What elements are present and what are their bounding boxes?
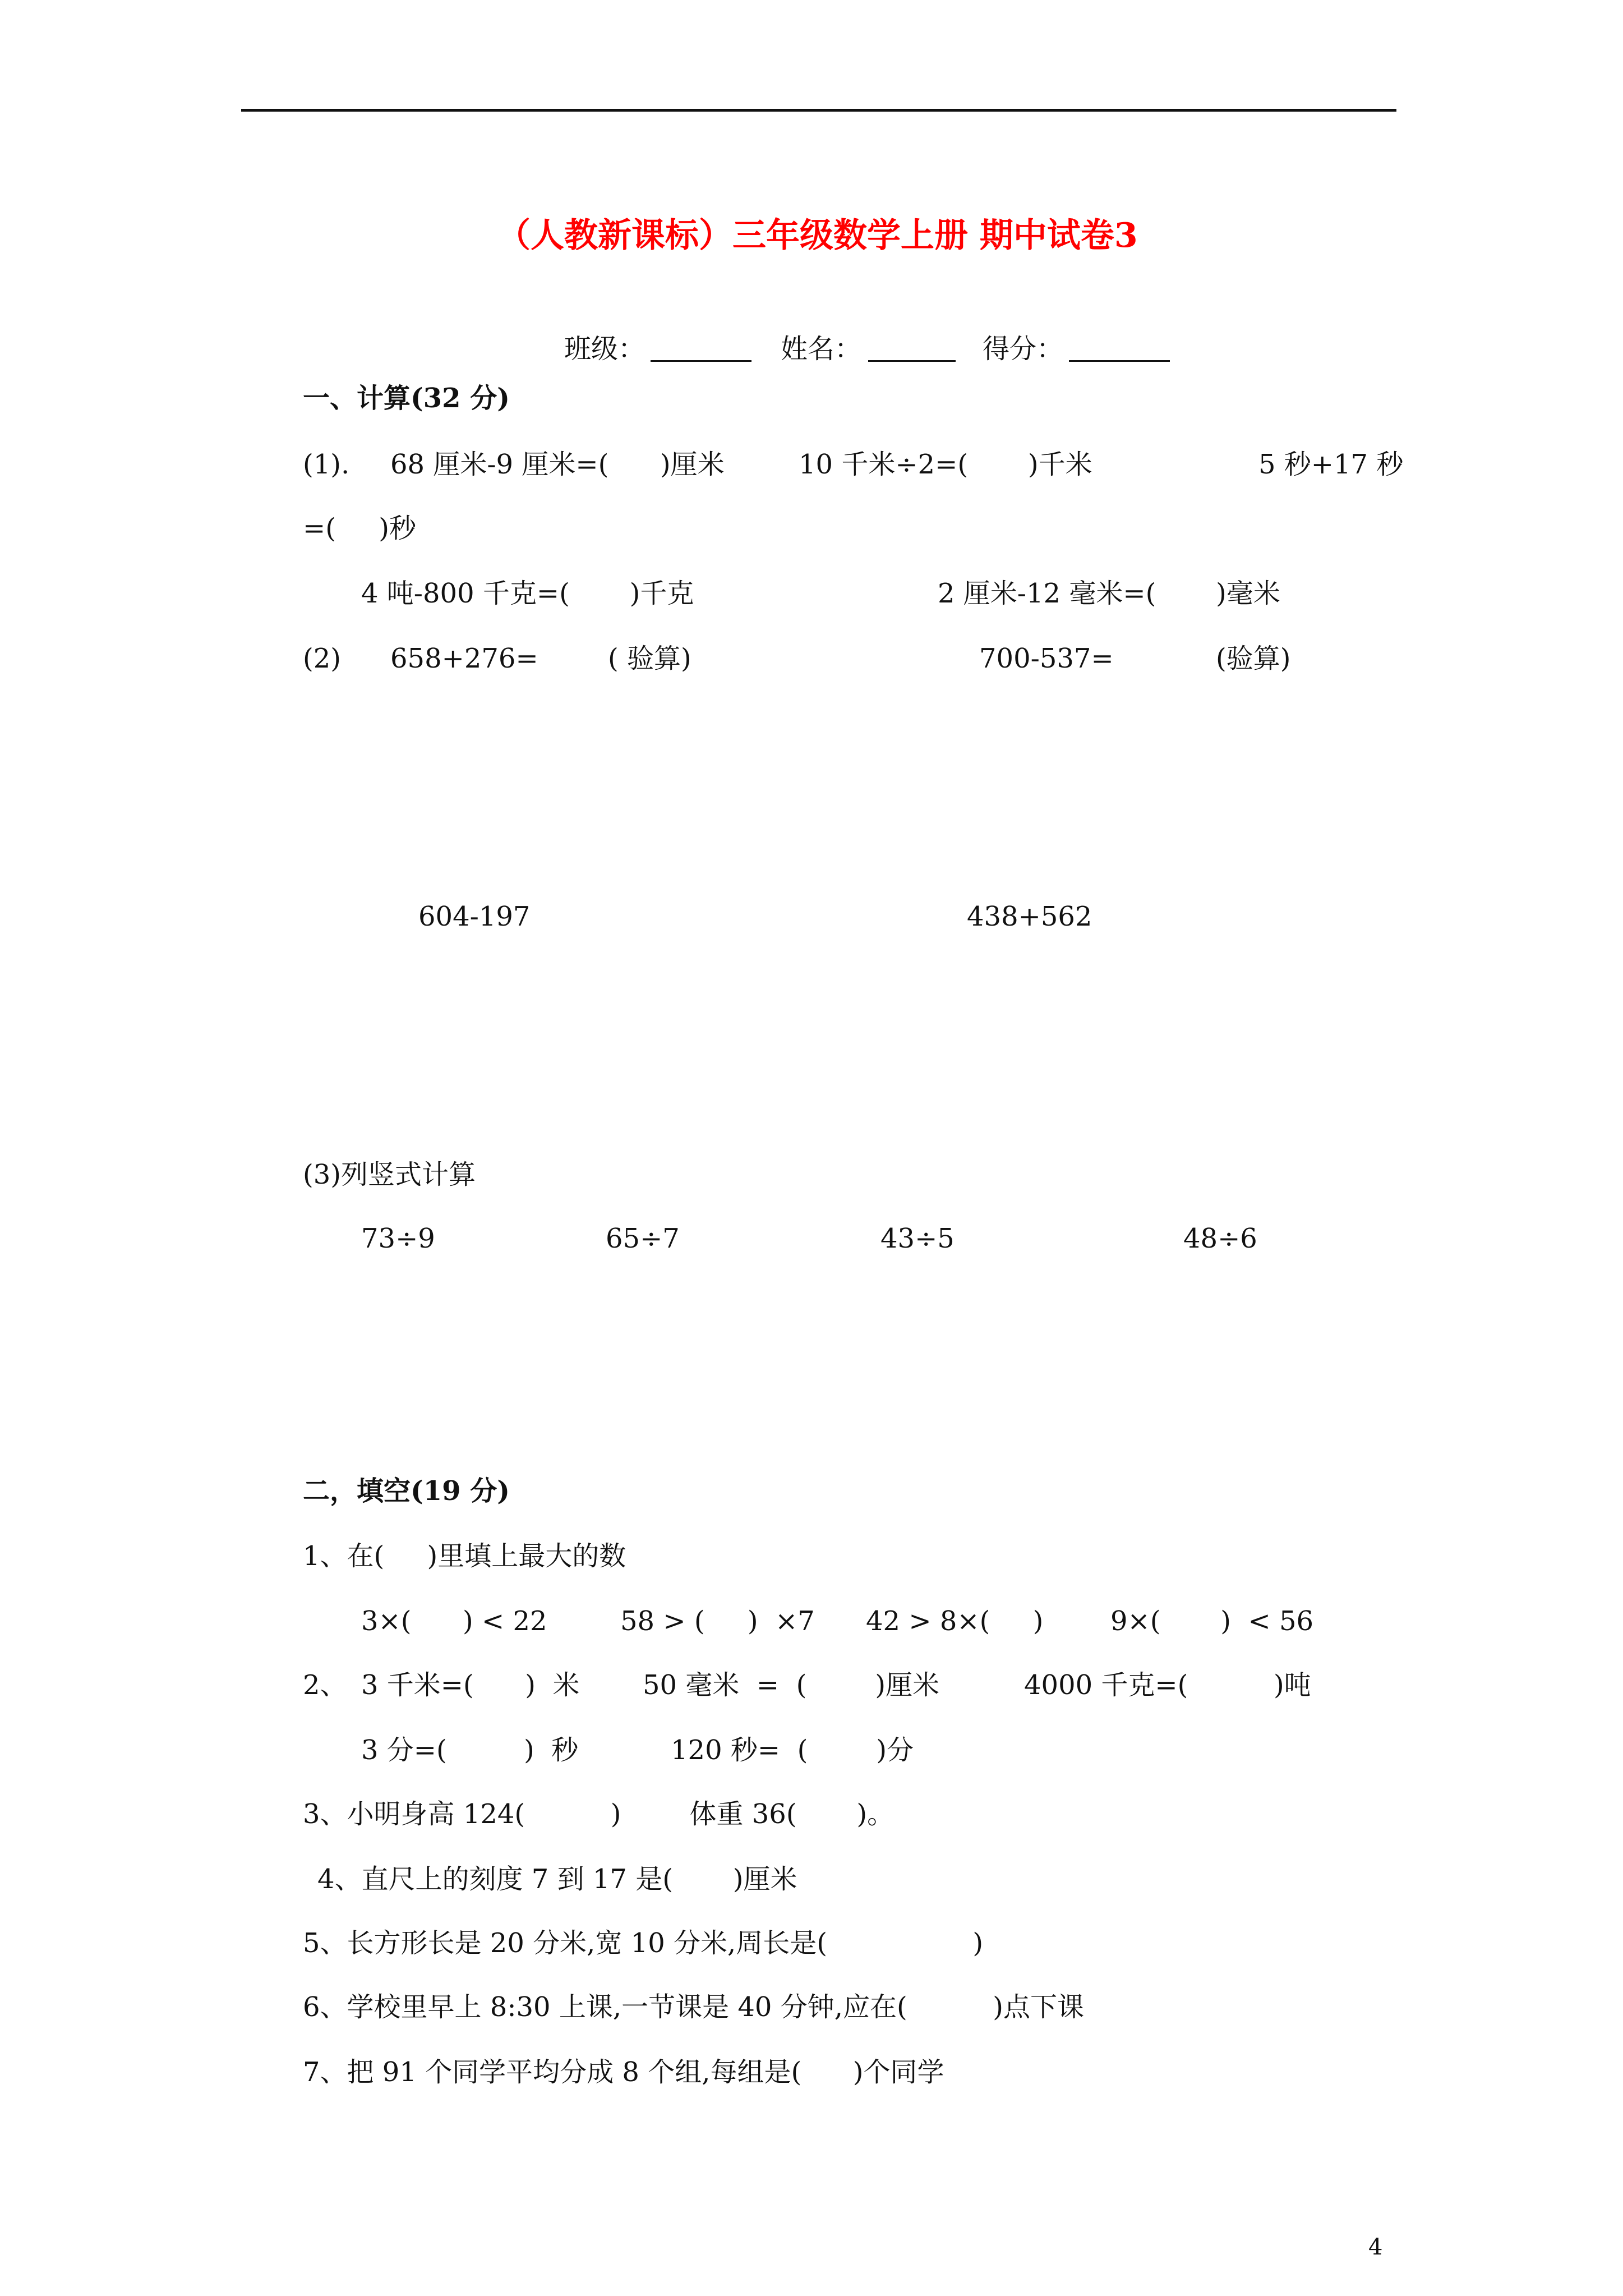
q3-item: 65÷7 [606, 1223, 680, 1254]
fill-q2-row2-item: 120 秒= ( )分 [671, 1734, 914, 1766]
q1-number: (1). [303, 449, 350, 480]
fill-q1: 1、在( )里填上最大的数 [303, 1540, 626, 1572]
q1-item-c-continued: =( )秒 [303, 513, 416, 544]
q2-item-a: 658+276= [390, 643, 538, 674]
fill-q1-item: 42 > 8×( ) [866, 1605, 1044, 1637]
fill-q6: 6、学校里早上 8:30 上课,一节课是 40 分钟,应在( )点下课 [303, 1991, 1084, 2023]
q2-item-a-check: ( 验算) [608, 643, 691, 674]
q1-item-a: 68 厘米-9 厘米=( )厘米 [390, 449, 725, 480]
q3-item: 43÷5 [880, 1223, 955, 1254]
q2-item-b: 700-537= [979, 643, 1114, 674]
q2-item-d: 438+562 [967, 901, 1092, 932]
q2-item-b-check: (验算) [1216, 643, 1291, 674]
q2-number: (2) [303, 643, 341, 674]
q1-item-d: 4 吨-800 千克=( )千克 [361, 578, 694, 609]
name-blank[interactable] [868, 360, 956, 362]
q1-item-c: 5 秒+17 秒 [1258, 449, 1404, 480]
name-label: 姓名： [781, 333, 862, 365]
q2-item-c: 604-197 [418, 901, 531, 932]
score-blank[interactable] [1069, 360, 1170, 362]
q3-item: 48÷6 [1183, 1223, 1257, 1254]
fill-q4: 4、直尺上的刻度 7 到 17 是( )厘米 [317, 1864, 797, 1895]
fill-q2-number: 2、 [303, 1669, 347, 1701]
page-number: 4 [1368, 2234, 1383, 2260]
class-label: 班级： [564, 333, 645, 365]
page-title: （人教新课标）三年级数学上册 期中试卷3 [497, 216, 1138, 255]
fill-q1-item: 58 > ( ) ×7 [620, 1605, 815, 1637]
header-rule [241, 109, 1396, 112]
fill-q5: 5、长方形长是 20 分米,宽 10 分米,周长是( ) [303, 1927, 984, 1959]
q3-item: 73÷9 [361, 1223, 435, 1254]
q1-item-e: 2 厘米-12 毫米=( )毫米 [938, 578, 1280, 609]
q1-item-b: 10 千米÷2=( )千米 [799, 449, 1092, 480]
section-1-heading: 一、计算(32 分) [303, 383, 510, 414]
class-blank[interactable] [651, 360, 751, 362]
fill-q1-item: 3×( ) < 22 [361, 1605, 547, 1637]
section-2-heading: 二，填空(19 分) [303, 1475, 510, 1507]
q3-label: (3)列竖式计算 [303, 1159, 476, 1190]
fill-q2-row2-item: 3 分=( ) 秒 [361, 1734, 579, 1766]
fill-q2-item: 50 毫米 = ( )厘米 [643, 1669, 940, 1701]
fill-q2-item: 3 千米=( ) 米 [361, 1669, 580, 1701]
fill-q3: 3、小明身高 124( ) 体重 36( )。 [303, 1798, 895, 1830]
score-label: 得分： [983, 333, 1064, 365]
fill-q7: 7、把 91 个同学平均分成 8 个组,每组是( )个同学 [303, 2056, 944, 2088]
fill-q2-item: 4000 千克=( )吨 [1024, 1669, 1311, 1701]
fill-q1-item: 9×( ) < 56 [1110, 1605, 1314, 1637]
